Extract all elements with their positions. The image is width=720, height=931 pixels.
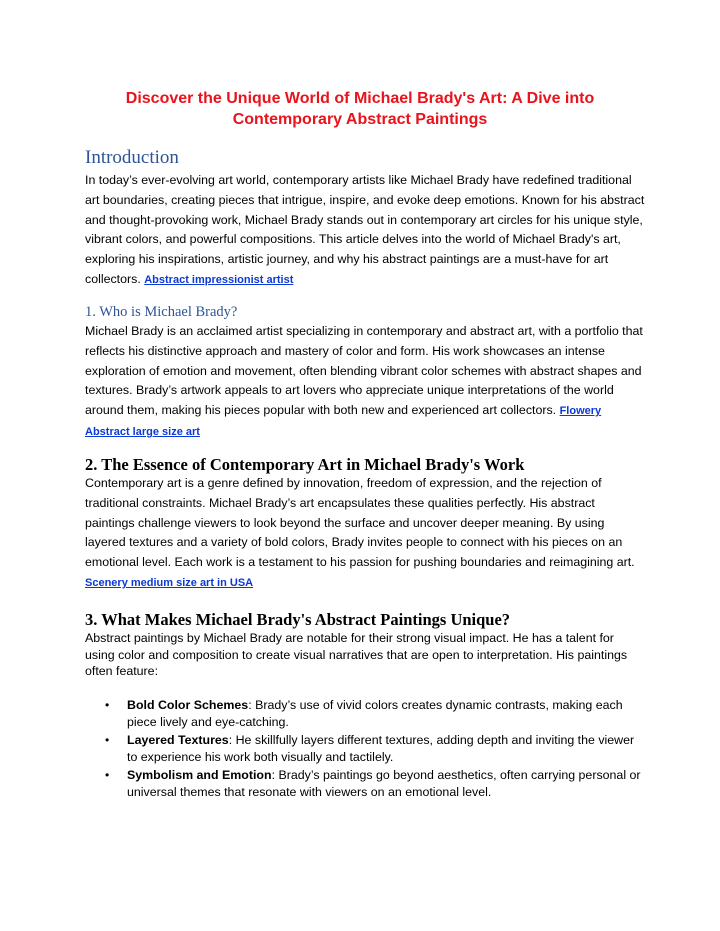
bullet-text: : Brady’s paintings go beyond aesthetics, often carrying personal or universal themes that resonate with viewers on an emotional level. [127, 768, 641, 799]
bullet-term: Symbolism and Emotion [127, 768, 272, 782]
section-3-heading: 3. What Makes Michael Brady's Abstract Paintings Unique? [85, 610, 511, 629]
scenery-medium-size-link[interactable]: Scenery medium size art in USA [85, 576, 254, 589]
section-2-heading: 2. The Essence of Contemporary Art in Michael Brady's Work [85, 455, 525, 474]
bullet-term: Layered Textures [127, 733, 229, 747]
list-item [85, 697, 645, 730]
bullet-text: : He skillfully layers different textures, adding depth and inviting the viewer to experience his work both visually and tactilely. [127, 733, 635, 764]
bullet-text: : Brady’s use of vivid colors creates dynamic contrasts, making each piece lively and eye-catching. [127, 698, 623, 729]
features-list [85, 697, 645, 802]
introduction-paragraph [85, 171, 645, 291]
section-3-paragraph: Abstract paintings by Michael Brady are notable for their strong visual impact. He has a talent for using color and composition to create visual narratives that are open to interpretation. His paintings often feature: [85, 631, 628, 678]
section-1-paragraph [85, 322, 645, 443]
introduction-heading: Introduction [85, 147, 179, 168]
bullet-icon: • [105, 698, 110, 712]
section-1-heading: 1. Who is Michael Brady? [85, 304, 238, 320]
bullet-term: Bold Color Schemes [127, 698, 249, 712]
list-item [85, 767, 645, 800]
introduction-text: In today’s ever-evolving art world, contemporary artists like Michael Brady have redefined traditional art boundaries, creating pieces that intrigue, inspire, and evoke deep emotions. Known for his abstract and thought-provoking work, Michael Brady stands out in contemporary art circles for his unique style, vibrant colors, and powerful compositions. This article delves into the world of Michael Brady's art, exploring his inspirations, artistic journey, and why his abstract paintings are a must-have for art collectors. [85, 173, 645, 286]
abstract-impressionist-artist-link[interactable]: Abstract impressionist artist [144, 273, 294, 286]
section-2-paragraph [85, 474, 645, 594]
bullet-icon: • [105, 733, 110, 747]
list-item [85, 732, 645, 765]
section-1-text: Michael Brady is an acclaimed artist specializing in contemporary and abstract art, with a portfolio that reflects his distinctive approach and mastery of color and form. His work showcases an intense exploration of emotion and movement, often blending vibrant color schemes with abstract shapes and textures. Brady’s artwork appeals to art lovers who appreciate unique interpretations of the world around them, making his pieces popular with both new and experienced art collectors. [85, 324, 643, 418]
page-title: Discover the Unique World of Michael Brady's Art: A Dive into Contemporary Abstract Paintings [125, 90, 595, 128]
section-2-text: Contemporary art is a genre defined by innovation, freedom of expression, and the rejection of traditional constraints. Michael Brady’s art encapsulates these qualities perfectly. His abstract paintings challenge viewers to look beyond the surface and uncover deeper meaning. By using layered textures and a variety of bold colors, Brady invites people to connect with his pieces on an emotional level. Each work is a testament to his passion for pushing boundaries and reimagining art. [85, 476, 635, 570]
flowery-abstract-link[interactable]: Flowery Abstract large size art [85, 405, 602, 438]
bullet-icon: • [105, 768, 110, 782]
